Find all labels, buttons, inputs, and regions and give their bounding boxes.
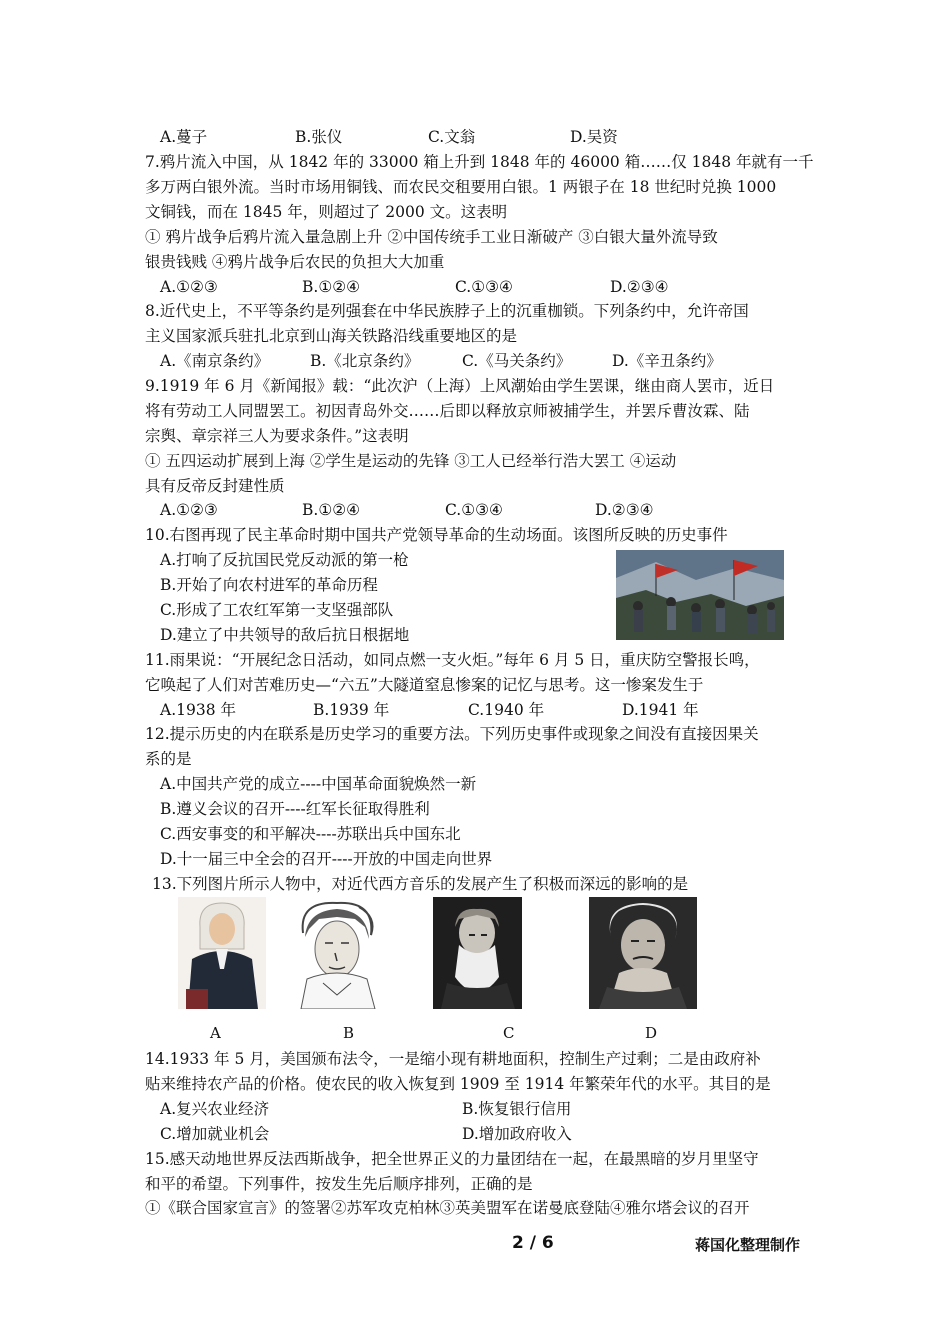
- option-c: C.文翁: [428, 128, 476, 146]
- option-c: C.西安事变的和平解决----苏联出兵中国东北: [160, 825, 461, 843]
- question-statements: 具有反帝反封建性质: [145, 477, 285, 495]
- option-c: C.①③④: [445, 501, 503, 519]
- question-text: 和平的希望。下列事件，按发生先后顺序排列，正确的是: [145, 1175, 533, 1193]
- question-text: 文铜钱，而在 1845 年，则超过了 2000 文。这表明: [145, 203, 508, 221]
- option-b: B.①②④: [302, 501, 361, 519]
- picture-label-a: A: [210, 1024, 221, 1042]
- option-c: C.《马关条约》: [462, 352, 572, 370]
- question-text: 它唤起了人们对苦难历史—“六五”大隧道窒息惨案的记忆与思考。这一惨案发生于: [145, 676, 704, 694]
- picture-label-d: D: [645, 1024, 658, 1042]
- option-a: A.①②③: [160, 278, 218, 296]
- option-c: C.形成了工农红军第一支坚强部队: [160, 601, 394, 619]
- question-statements: ①《联合国家宣言》的签署②苏军攻克柏林③英美盟军在诺曼底登陆④雅尔塔会议的召开: [145, 1199, 750, 1217]
- question-statements: 银贵钱贱 ④鸦片战争后农民的负担大大加重: [145, 253, 445, 271]
- option-a: A.蔓子: [160, 128, 208, 146]
- question-text: 贴来维持农产品的价格。使农民的收入恢复到 1909 至 1914 年繁荣年代的水平。其目的是: [145, 1075, 771, 1093]
- option-b: B.张仪: [295, 128, 343, 146]
- option-c: C.增加就业机会: [160, 1125, 270, 1143]
- option-d: D.十一届三中全会的召开----开放的中国走向世界: [160, 850, 493, 868]
- option-b: B.恢复银行信用: [462, 1100, 572, 1118]
- option-d: D.增加政府收入: [462, 1125, 572, 1143]
- portrait-c-picture: [433, 897, 522, 1009]
- author-credit: 蒋国化整理制作: [695, 1236, 801, 1254]
- portrait-a-picture: [178, 897, 266, 1009]
- option-a: A.1938 年: [160, 701, 236, 719]
- question-text: 7.鸦片流入中国，从 1842 年的 33000 箱上升到 1848 年的 46000 箱……仅 1848 年就有一千: [145, 153, 814, 171]
- question-text: 15.感天动地世界反法西斯战争，把全世界正义的力量团结在一起，在最黑暗的岁月里坚守: [145, 1150, 759, 1168]
- option-d: D.②③④: [610, 278, 669, 296]
- question-text: 14.1933 年 5 月，美国颁布法令，一是缩小现有耕地面积，控制生产过剩；二是由政府补: [145, 1050, 761, 1068]
- option-b: B.1939 年: [313, 701, 390, 719]
- option-b: B.开始了向农村进军的革命历程: [160, 576, 378, 594]
- revolution-scene-picture: [616, 550, 784, 640]
- question-statements: ① 五四运动扩展到上海 ②学生是运动的先锋 ③工人已经举行浩大罢工 ④运动: [145, 452, 677, 470]
- question-text: 主义国家派兵驻扎北京到山海关铁路沿线重要地区的是: [145, 327, 518, 345]
- option-d: D.②③④: [595, 501, 654, 519]
- question-text: 系的是: [145, 750, 192, 768]
- page-number: 2 / 6: [512, 1233, 554, 1253]
- option-a: A.中国共产党的成立----中国革命面貌焕然一新: [160, 775, 477, 793]
- option-b: B.《北京条约》: [310, 352, 420, 370]
- question-text: 宗舆、章宗祥三人为要求条件。”这表明: [145, 427, 409, 445]
- option-c: C.1940 年: [468, 701, 545, 719]
- option-a: A.打响了反抗国民党反动派的第一枪: [160, 551, 409, 569]
- option-d: D.吴资: [570, 128, 618, 146]
- option-c: C.①③④: [455, 278, 513, 296]
- option-a: A.《南京条约》: [160, 352, 270, 370]
- portrait-b-picture: [285, 897, 389, 1009]
- question-text: 13.下列图片所示人物中，对近代西方音乐的发展产生了积极而深远的影响的是: [152, 875, 689, 893]
- question-text: 12.提示历史的内在联系是历史学习的重要方法。下列历史事件或现象之间没有直接因果关: [145, 725, 759, 743]
- picture-label-c: C: [503, 1024, 515, 1042]
- option-d: D.建立了中共领导的敌后抗日根据地: [160, 626, 410, 644]
- question-text: 8.近代史上，不平等条约是列强套在中华民族脖子上的沉重枷锁。下列条约中，允许帝国: [145, 302, 749, 320]
- option-d: D.《辛丑条约》: [612, 352, 722, 370]
- option-b: B.遵义会议的召开----红军长征取得胜利: [160, 800, 430, 818]
- question-text: 多万两白银外流。当时市场用铜钱、而农民交租要用白银。1 两银子在 18 世纪时兑换 1000: [145, 178, 777, 196]
- option-a: A.复兴农业经济: [160, 1100, 270, 1118]
- question-text: 将有劳动工人同盟罢工。初因青岛外交……后即以释放京师被捕学生，并罢斥曹汝霖、陆: [145, 402, 750, 420]
- question-text: 10.右图再现了民主革命时期中国共产党领导革命的生动场面。该图所反映的历史事件: [145, 526, 728, 544]
- question-text: 11.雨果说：“开展纪念日活动，如同点燃一支火炬。”每年 6 月 5 日，重庆防空警报长鸣，: [145, 651, 760, 669]
- option-d: D.1941 年: [622, 701, 699, 719]
- option-a: A.①②③: [160, 501, 218, 519]
- option-b: B.①②④: [302, 278, 361, 296]
- portrait-d-picture: [589, 897, 697, 1009]
- question-text: 9.1919 年 6 月《新闻报》载：“此次沪（上海）上风潮始由学生罢课，继由商人罢市，近日: [145, 377, 775, 395]
- question-statements: ① 鸦片战争后鸦片流入量急剧上升 ②中国传统手工业日渐破产 ③白银大量外流导致: [145, 228, 718, 246]
- picture-label-b: B: [343, 1024, 355, 1042]
